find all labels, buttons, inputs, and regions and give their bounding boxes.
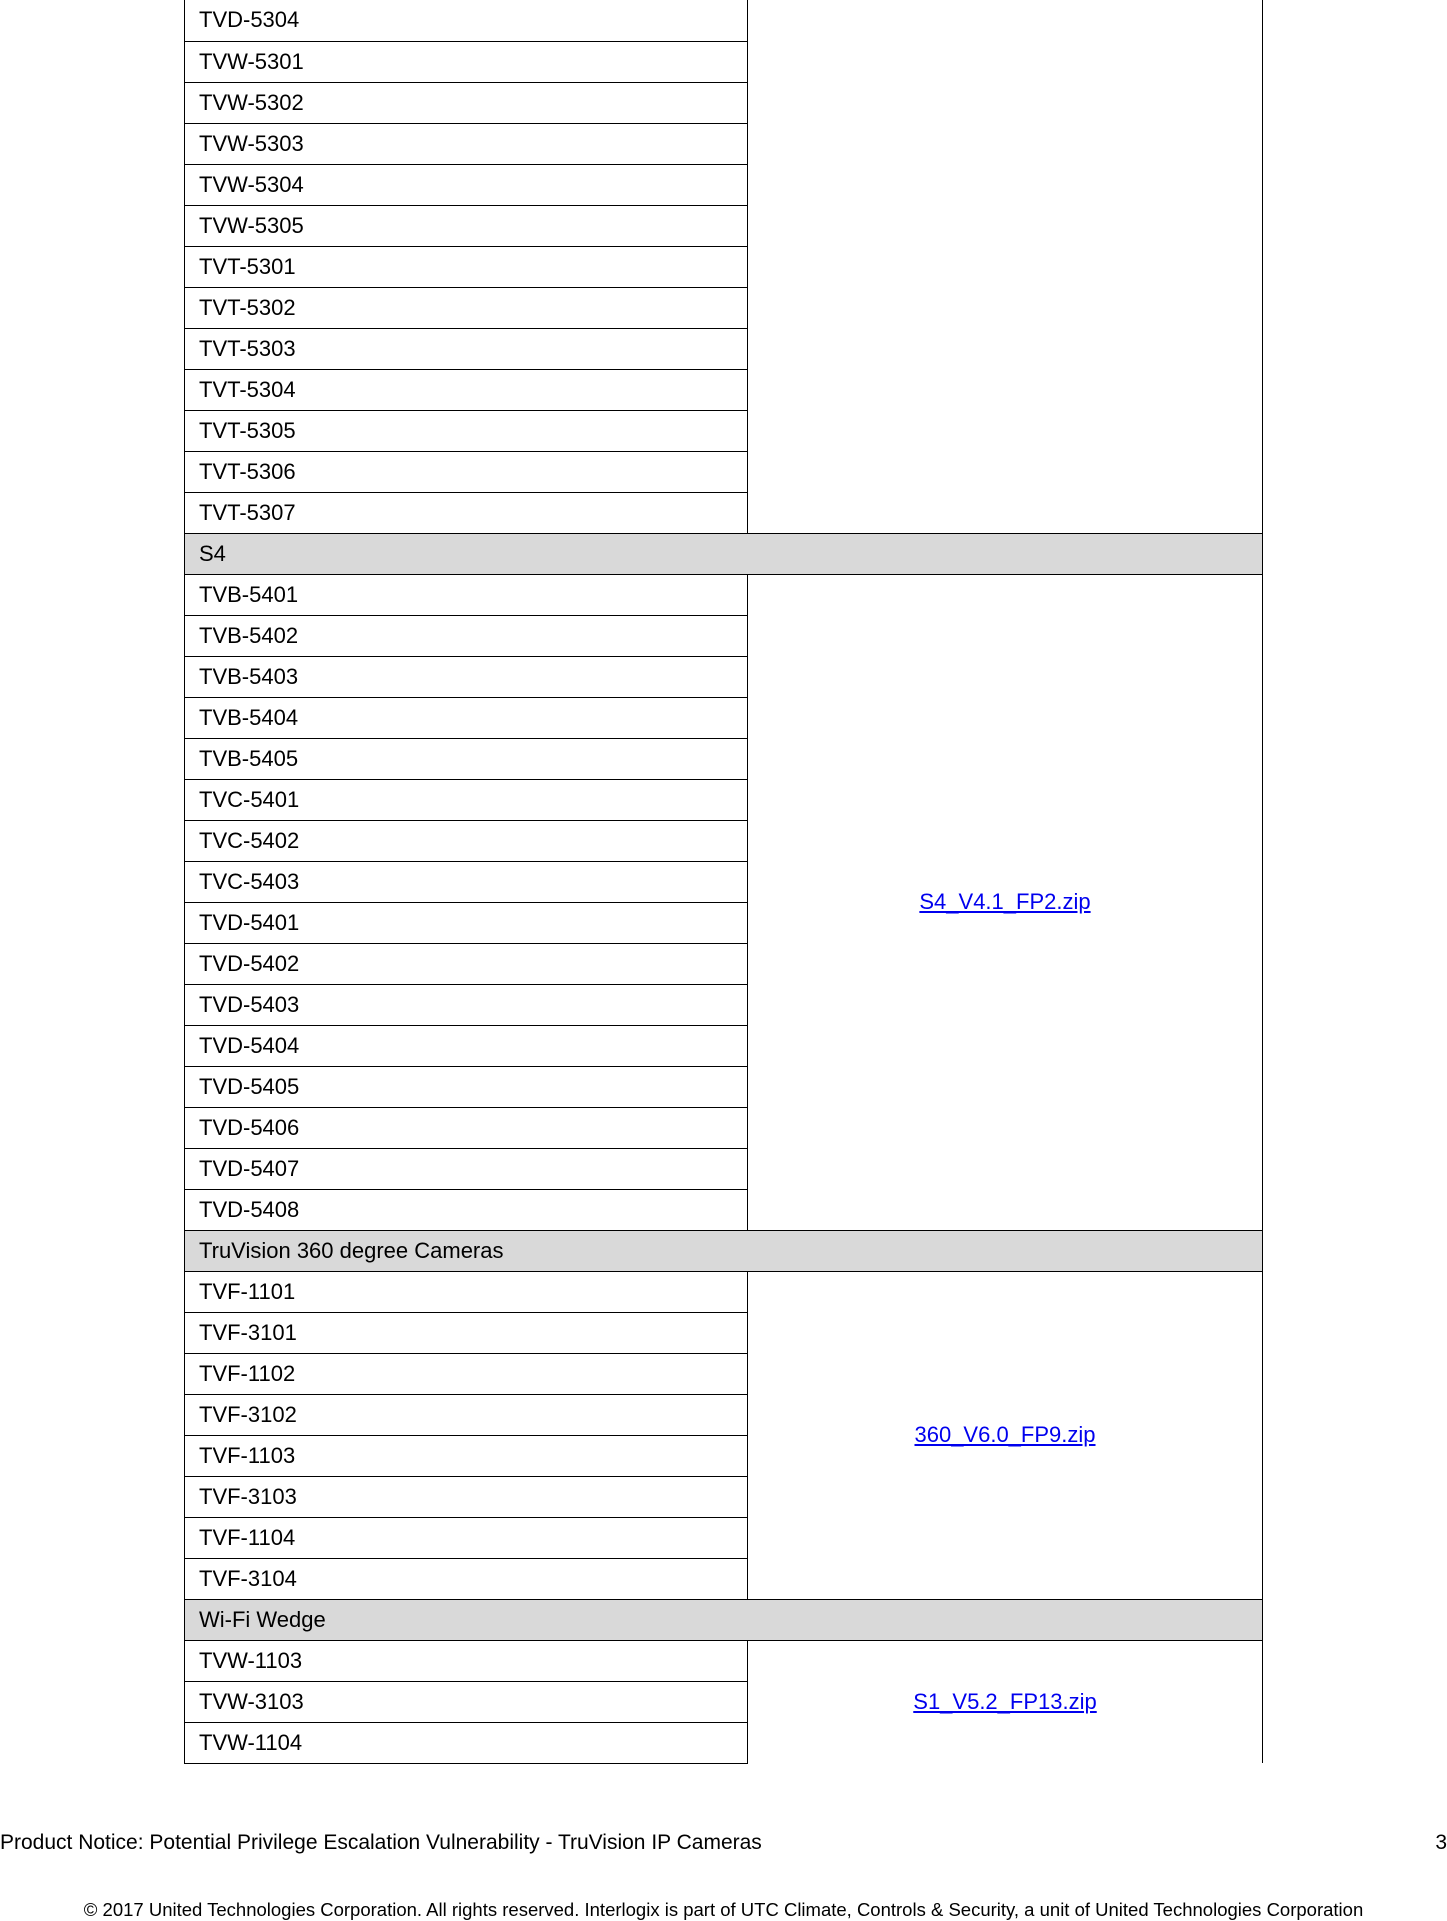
model-cell: TVT-5303 bbox=[185, 328, 748, 369]
model-cell: TVF-3102 bbox=[185, 1394, 748, 1435]
model-cell: TVF-1104 bbox=[185, 1517, 748, 1558]
table-row bbox=[185, 1271, 1263, 1312]
model-cell: TVF-1101 bbox=[185, 1271, 748, 1312]
table-row bbox=[185, 0, 1263, 41]
model-cell: TVF-3103 bbox=[185, 1476, 748, 1517]
model-cell: TVT-5307 bbox=[185, 492, 748, 533]
model-cell: TVD-5402 bbox=[185, 943, 748, 984]
model-cell: TVC-5402 bbox=[185, 820, 748, 861]
model-cell: TVW-3103 bbox=[185, 1681, 748, 1722]
model-cell: TVT-5304 bbox=[185, 369, 748, 410]
model-cell: TVB-5403 bbox=[185, 656, 748, 697]
model-cell: TVT-5302 bbox=[185, 287, 748, 328]
firmware-file-cell bbox=[748, 1271, 1263, 1599]
model-cell: TVT-5301 bbox=[185, 246, 748, 287]
model-cell: TVC-5401 bbox=[185, 779, 748, 820]
model-cell: TVF-1103 bbox=[185, 1435, 748, 1476]
model-cell: TVW-5302 bbox=[185, 82, 748, 123]
table-row bbox=[185, 1640, 1263, 1681]
section-header-row bbox=[185, 533, 1263, 574]
model-cell: TVB-5402 bbox=[185, 615, 748, 656]
section-header-row bbox=[185, 1599, 1263, 1640]
model-cell: TVW-5301 bbox=[185, 41, 748, 82]
page-number: 3 bbox=[1435, 1831, 1447, 1854]
model-cell: TVF-3104 bbox=[185, 1558, 748, 1599]
table-row bbox=[185, 574, 1263, 615]
model-cell: TVF-3101 bbox=[185, 1312, 748, 1353]
model-cell: TVB-5404 bbox=[185, 697, 748, 738]
firmware-download-link[interactable]: S1_V5.2_FP13.zip bbox=[913, 1688, 1097, 1714]
section-header: Wi-Fi Wedge bbox=[185, 1599, 1263, 1640]
model-cell: TVD-5408 bbox=[185, 1189, 748, 1230]
model-cell: TVB-5405 bbox=[185, 738, 748, 779]
model-cell: TVT-5305 bbox=[185, 410, 748, 451]
model-cell: TVC-5403 bbox=[185, 861, 748, 902]
model-cell: TVW-5304 bbox=[185, 164, 748, 205]
firmware-table bbox=[184, 0, 1263, 1764]
model-cell: TVD-5304 bbox=[185, 0, 748, 41]
model-cell: TVD-5405 bbox=[185, 1066, 748, 1107]
firmware-download-link[interactable]: 360_V6.0_FP9.zip bbox=[914, 1422, 1096, 1447]
section-header: S4 bbox=[185, 533, 1263, 574]
model-cell: TVW-5305 bbox=[185, 205, 748, 246]
footer-notice: Product Notice: Potential Privilege Escalation Vulnerability - TruVision IP Cameras bbox=[0, 1831, 762, 1854]
section-header-row bbox=[185, 1230, 1263, 1271]
footer-copyright: © 2017 United Technologies Corporation. All rights reserved. Interlogix is part of UTC Climate, Controls & Security, a unit of United Technologies Corporation bbox=[83, 1899, 1364, 1920]
model-cell: TVF-1102 bbox=[185, 1353, 748, 1394]
model-cell: TVD-5401 bbox=[185, 902, 748, 943]
model-cell: TVD-5407 bbox=[185, 1148, 748, 1189]
model-cell: TVT-5306 bbox=[185, 451, 748, 492]
firmware-download-link[interactable]: S4_V4.1_FP2.zip bbox=[919, 889, 1091, 914]
model-cell: TVD-5406 bbox=[185, 1107, 748, 1148]
model-cell: TVW-1103 bbox=[185, 1640, 748, 1681]
model-cell: TVW-5303 bbox=[185, 123, 748, 164]
section-header: TruVision 360 degree Cameras bbox=[185, 1230, 1263, 1271]
model-cell: TVD-5404 bbox=[185, 1025, 748, 1066]
model-cell: TVB-5401 bbox=[185, 574, 748, 615]
firmware-file-cell bbox=[748, 1640, 1263, 1763]
firmware-file-cell bbox=[748, 574, 1263, 1230]
model-cell: TVW-1104 bbox=[185, 1722, 748, 1763]
model-cell: TVD-5403 bbox=[185, 984, 748, 1025]
firmware-file-cell bbox=[748, 0, 1263, 533]
